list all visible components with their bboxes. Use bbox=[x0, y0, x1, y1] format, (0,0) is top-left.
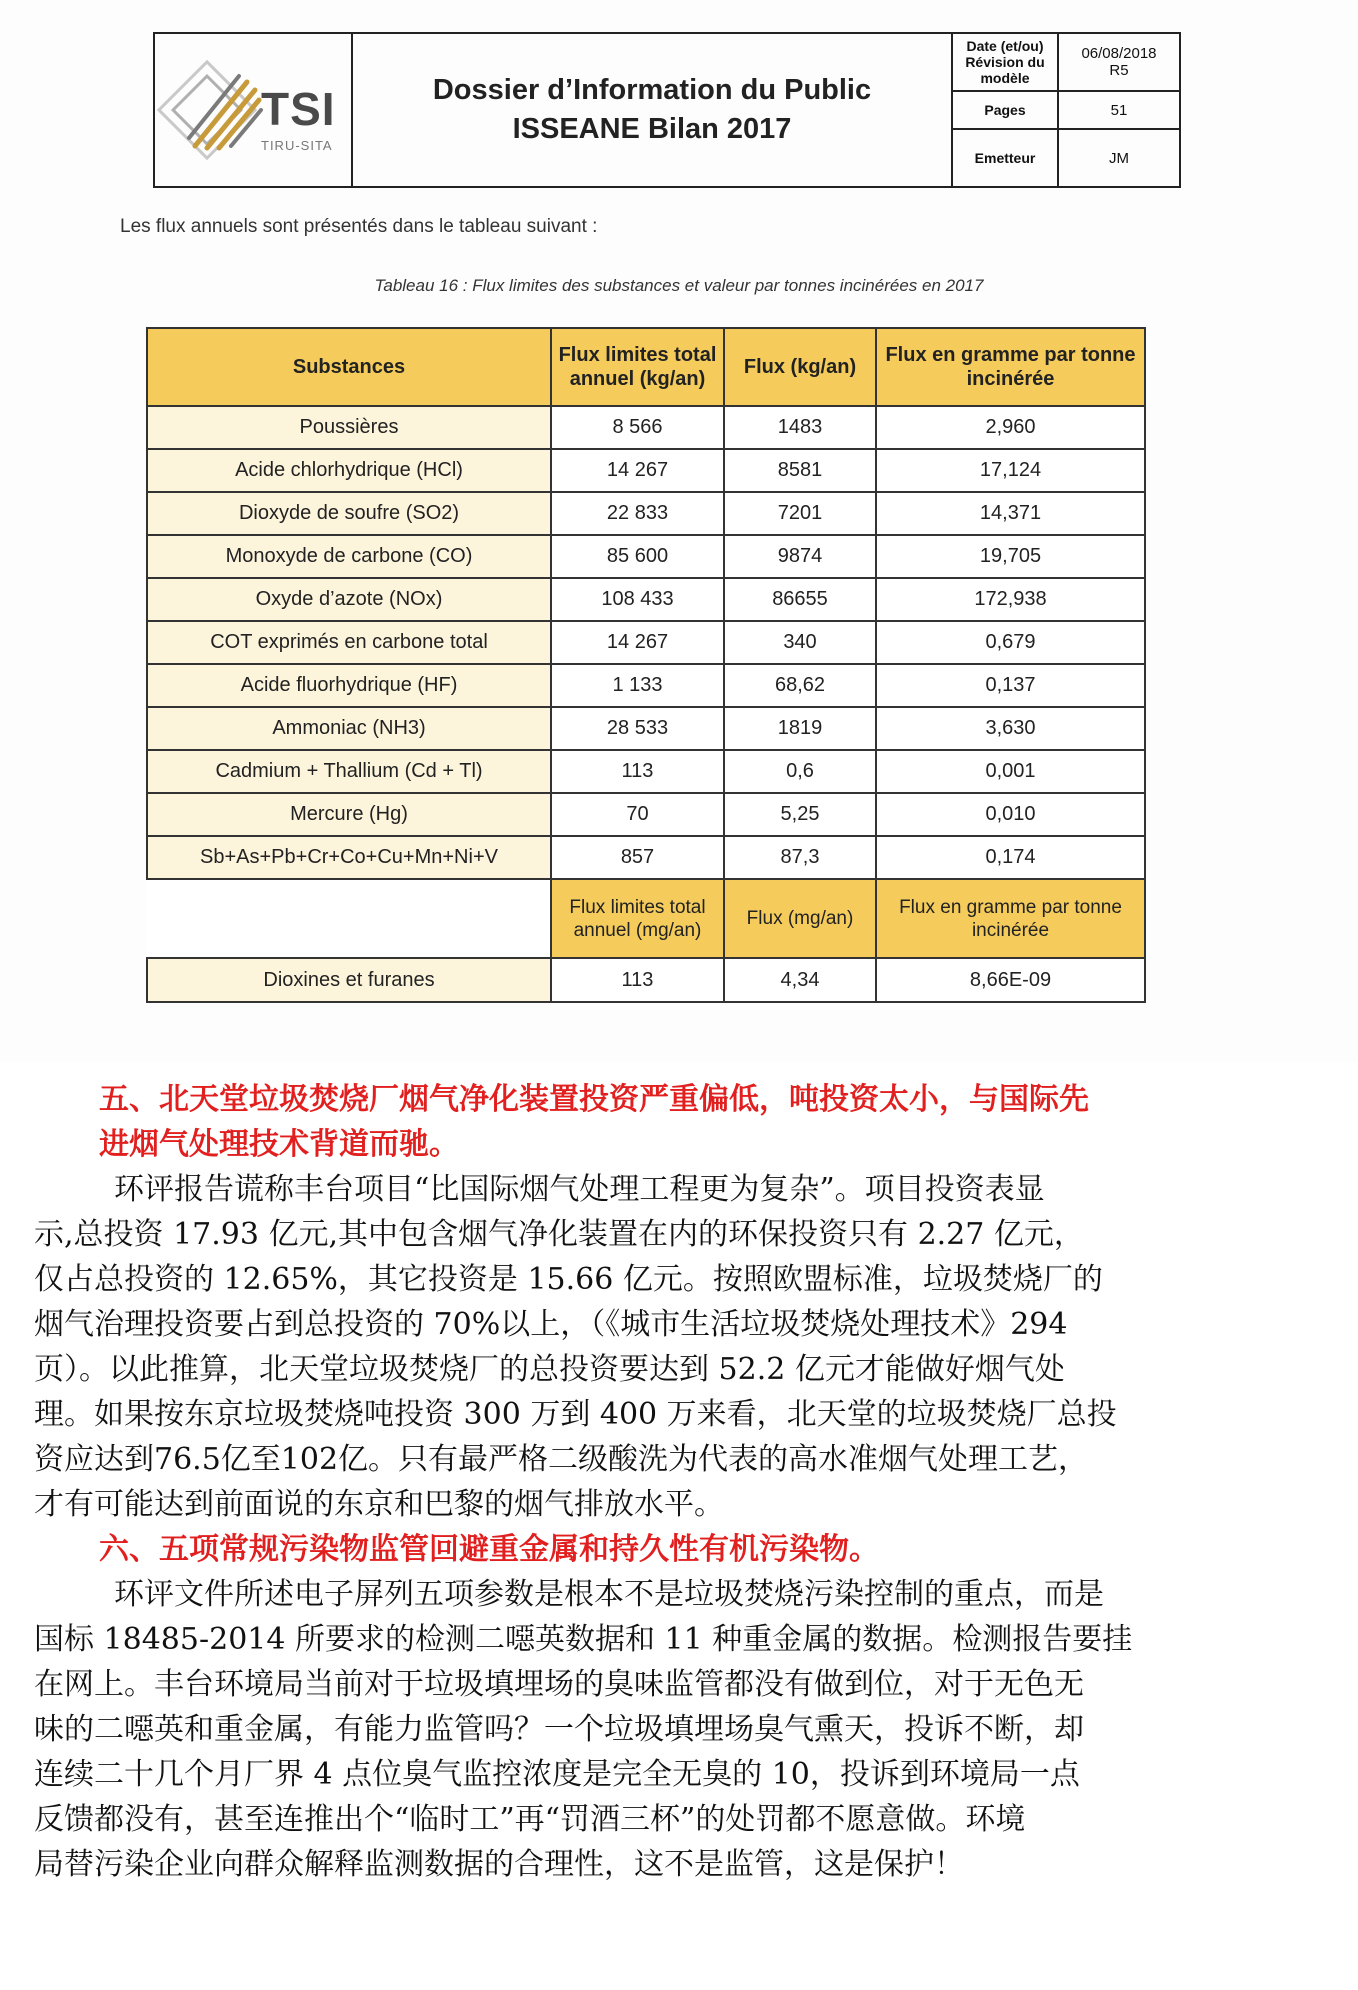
value-cell: 8 566 bbox=[551, 406, 724, 449]
section-6-heading: 六、五项常规污染物监管回避重金属和持久性有机污染物。 bbox=[99, 1532, 879, 1567]
section-5-paragraph bbox=[0, 1167, 1358, 1527]
value-cell: 8,66E-09 bbox=[876, 958, 1145, 1002]
paragraph-line: 才有可能达到前面说的东京和巴黎的烟气排放水平。 bbox=[34, 1487, 724, 1522]
substance-cell: Ammoniac (NH3) bbox=[147, 707, 551, 750]
value-cell: 0,137 bbox=[876, 664, 1145, 707]
substance-cell: Dioxines et furanes bbox=[147, 958, 551, 1002]
table-row bbox=[147, 535, 1145, 578]
table-row bbox=[147, 578, 1145, 621]
section-5-heading: 五、北天堂垃圾焚烧厂烟气净化装置投资严重偏低，吨投资太小，与国际先 bbox=[99, 1082, 1089, 1117]
value-cell: 17,124 bbox=[876, 449, 1145, 492]
header-cell: Flux (mg/an) bbox=[724, 879, 876, 958]
table-header-row-2 bbox=[147, 879, 1145, 958]
value-cell: 9874 bbox=[724, 535, 876, 578]
value-cell: 113 bbox=[551, 750, 724, 793]
value-cell: 1483 bbox=[724, 406, 876, 449]
value-cell: 0,174 bbox=[876, 836, 1145, 879]
paragraph-line: 资应达到76.5亿至102亿。只有最严格二级酸洗为代表的高水准烟气处理工艺， bbox=[34, 1442, 1089, 1477]
paragraph-line: 反馈都没有，甚至连推出个“临时工”再“罚酒三杯”的处罚都不愿意做。环境 bbox=[34, 1802, 1026, 1837]
section-5-heading-cont: 进烟气处理技术背道而驰。 bbox=[99, 1127, 459, 1162]
value-cell: 8581 bbox=[724, 449, 876, 492]
value-cell: 3,630 bbox=[876, 707, 1145, 750]
table-caption: Tableau 16 : Flux limites des substances et valeur par tonnes incinérées en 2017 bbox=[374, 276, 984, 295]
header-cell: Flux limites total annuel (mg/an) bbox=[551, 879, 724, 958]
logo-subtext: TIRU-SITA bbox=[261, 138, 333, 153]
table-body bbox=[147, 406, 1145, 879]
table-row bbox=[147, 449, 1145, 492]
value-cell: 113 bbox=[551, 958, 724, 1002]
value-cell: 108 433 bbox=[551, 578, 724, 621]
paragraph-line: 理。如果按东京垃圾焚烧吨投资 300 万到 400 万来看，北天堂的垃圾焚烧厂总投 bbox=[34, 1397, 1117, 1432]
value-cell: 0,001 bbox=[876, 750, 1145, 793]
flux-table bbox=[146, 327, 1146, 1003]
meta-value: JM bbox=[1109, 149, 1129, 167]
table-header-row bbox=[147, 328, 1145, 406]
section-6-paragraph bbox=[0, 1572, 1358, 1887]
tsi-logo bbox=[155, 34, 353, 186]
meta-key: Date (et/ou) Révision du modèle bbox=[953, 34, 1059, 90]
substance-cell: Oxyde d’azote (NOx) bbox=[147, 578, 551, 621]
table-row bbox=[147, 492, 1145, 535]
table-row bbox=[147, 664, 1145, 707]
chinese-article bbox=[0, 1077, 1358, 1887]
header-cell: Substances bbox=[147, 328, 551, 406]
value-cell: 85 600 bbox=[551, 535, 724, 578]
value-cell: 14 267 bbox=[551, 621, 724, 664]
paragraph-line: 连续二十几个月厂界 4 点位臭气监控浓度是完全无臭的 10，投诉到环境局一点 bbox=[34, 1757, 1080, 1792]
table-row bbox=[147, 406, 1145, 449]
value-cell: 86655 bbox=[724, 578, 876, 621]
value-cell: 340 bbox=[724, 621, 876, 664]
value-cell: 0,6 bbox=[724, 750, 876, 793]
value-cell: 28 533 bbox=[551, 707, 724, 750]
value-cell: 14,371 bbox=[876, 492, 1145, 535]
value-cell: 1819 bbox=[724, 707, 876, 750]
intro-sentence: Les flux annuels sont présentés dans le tableau suivant : bbox=[120, 216, 598, 237]
value-cell: 87,3 bbox=[724, 836, 876, 879]
substance-cell: Poussières bbox=[147, 406, 551, 449]
value-cell: 1 133 bbox=[551, 664, 724, 707]
paragraph-line: 烟气治理投资要占到总投资的 70%以上，（《城市生活垃圾焚烧处理技术》294 bbox=[34, 1307, 1068, 1342]
table-row bbox=[147, 836, 1145, 879]
document-header-box bbox=[153, 32, 1181, 188]
meta-key: Pages bbox=[953, 92, 1059, 128]
value-cell: 22 833 bbox=[551, 492, 724, 535]
logo-text: TSI bbox=[261, 83, 336, 135]
table-row bbox=[147, 958, 1145, 1002]
paragraph-line: 环评文件所述电子屏列五项参数是根本不是垃圾焚烧污染控制的重点，而是 bbox=[114, 1577, 1104, 1612]
blank-cell bbox=[147, 879, 551, 958]
table-row bbox=[147, 621, 1145, 664]
meta-row-pages bbox=[953, 92, 1179, 130]
value-cell: 857 bbox=[551, 836, 724, 879]
meta-row-date bbox=[953, 34, 1179, 92]
value-cell: 0,010 bbox=[876, 793, 1145, 836]
title-line-1: Dossier d’Information du Public bbox=[432, 74, 872, 106]
meta-value: 51 bbox=[1110, 101, 1128, 119]
value-cell: 19,705 bbox=[876, 535, 1145, 578]
document-title bbox=[353, 34, 953, 186]
paragraph-line: 国标 18485-2014 所要求的检测二噁英数据和 11 种重金属的数据。检测报告要挂 bbox=[34, 1622, 1133, 1657]
meta-revision: R5 bbox=[1109, 62, 1129, 79]
paragraph-line: 在网上。丰台环境局当前对于垃圾填埋场的臭味监管都没有做到位，对于无色无 bbox=[34, 1667, 1084, 1702]
paragraph-line: 局替污染企业向群众解释监测数据的合理性，这不是监管，这是保护！ bbox=[34, 1847, 964, 1882]
meta-key: Emetteur bbox=[953, 130, 1059, 186]
header-cell: Flux limites total annuel (kg/an) bbox=[551, 328, 724, 406]
meta-value bbox=[1059, 34, 1179, 90]
title-line-2: ISSEANE Bilan 2017 bbox=[512, 113, 792, 145]
substance-cell: Cadmium + Thallium (Cd + Tl) bbox=[147, 750, 551, 793]
substance-cell: COT exprimés en carbone total bbox=[147, 621, 551, 664]
value-cell: 0,679 bbox=[876, 621, 1145, 664]
substance-cell: Acide chlorhydrique (HCl) bbox=[147, 449, 551, 492]
header-cell: Flux en gramme par tonne incinérée bbox=[876, 328, 1145, 406]
value-cell: 68,62 bbox=[724, 664, 876, 707]
paragraph-line: 页）。以此推算，北天堂垃圾焚烧厂的总投资要达到 52.2 亿元才能做好烟气处 bbox=[34, 1352, 1065, 1387]
table-row bbox=[147, 707, 1145, 750]
value-cell: 2,960 bbox=[876, 406, 1145, 449]
meta-row-emetteur bbox=[953, 130, 1179, 186]
value-cell: 7201 bbox=[724, 492, 876, 535]
substance-cell: Monoxyde de carbone (CO) bbox=[147, 535, 551, 578]
substance-cell: Acide fluorhydrique (HF) bbox=[147, 664, 551, 707]
paragraph-line: 示,总投资 17.93 亿元,其中包含烟气净化装置在内的环保投资只有 2.27 亿元， bbox=[34, 1217, 1084, 1252]
table-row bbox=[147, 793, 1145, 836]
paragraph-line: 味的二噁英和重金属，有能力监管吗？一个垃圾填埋场臭气熏天，投诉不断，却 bbox=[34, 1712, 1084, 1747]
value-cell: 5,25 bbox=[724, 793, 876, 836]
substance-cell: Mercure (Hg) bbox=[147, 793, 551, 836]
header-cell: Flux (kg/an) bbox=[724, 328, 876, 406]
table-row bbox=[147, 750, 1145, 793]
paragraph-line: 仅占总投资的 12.65%，其它投资是 15.66 亿元。按照欧盟标准，垃圾焚烧厂的 bbox=[34, 1262, 1103, 1297]
meta-date: 06/08/2018 bbox=[1081, 45, 1157, 62]
value-cell: 172,938 bbox=[876, 578, 1145, 621]
substance-cell: Sb+As+Pb+Cr+Co+Cu+Mn+Ni+V bbox=[147, 836, 551, 879]
substance-cell: Dioxyde de soufre (SO2) bbox=[147, 492, 551, 535]
paragraph-line: 环评报告谎称丰台项目“比国际烟气处理工程更为复杂”。项目投资表显 bbox=[114, 1172, 1045, 1207]
value-cell: 14 267 bbox=[551, 449, 724, 492]
value-cell: 4,34 bbox=[724, 958, 876, 1002]
value-cell: 70 bbox=[551, 793, 724, 836]
header-meta-table bbox=[953, 34, 1179, 186]
header-cell: Flux en gramme par tonne incinérée bbox=[876, 879, 1145, 958]
